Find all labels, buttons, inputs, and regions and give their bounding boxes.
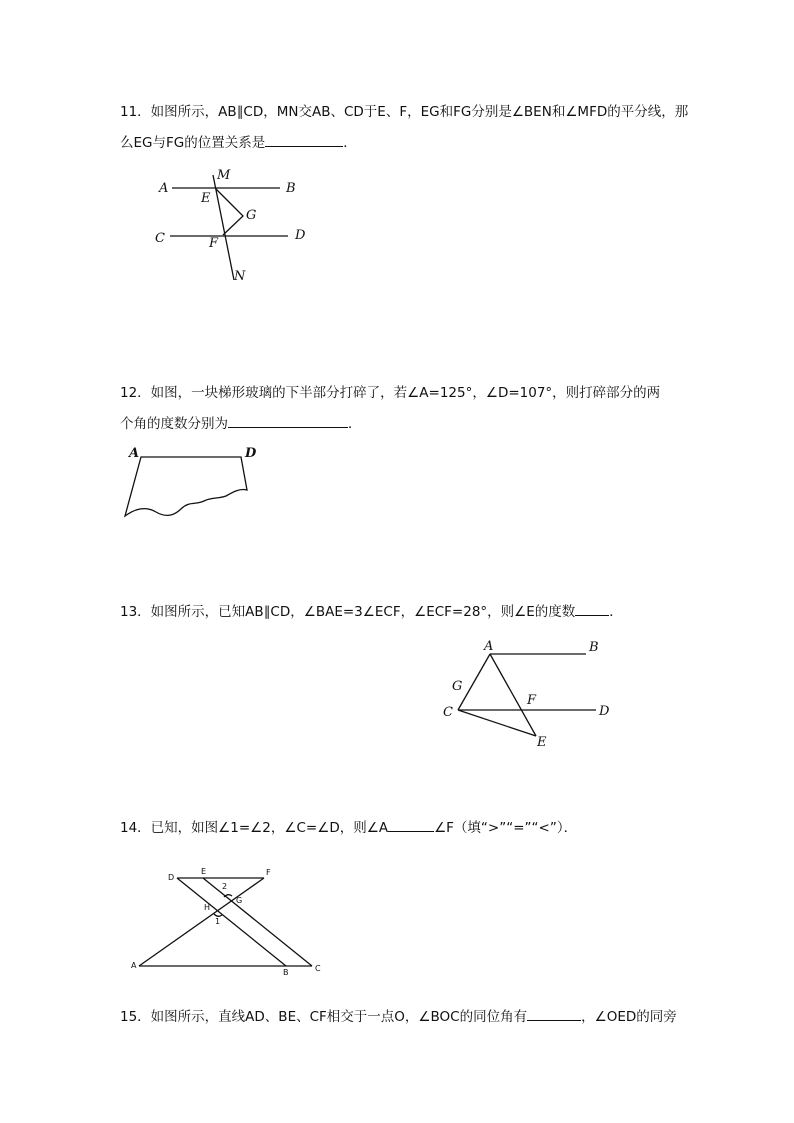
q12-answer-blank[interactable] <box>228 412 348 428</box>
q13-label-f: F <box>527 693 537 708</box>
q14-label-e: E <box>201 867 207 876</box>
q11-label-m: M <box>217 168 231 183</box>
q14-answer-blank[interactable] <box>388 816 434 832</box>
q13-answer-blank[interactable] <box>575 600 609 616</box>
q14-angle-2-arc <box>224 895 232 897</box>
q13-label-d: D <box>599 704 610 719</box>
q14-label-d: D <box>168 873 175 882</box>
q14-angle-1-arc <box>214 914 222 916</box>
q13-label-g: G <box>452 679 463 694</box>
q11-line2: 么EG与FG的位置关系是 <box>120 135 266 151</box>
q11-label-d: D <box>295 228 306 243</box>
q12-label-d: D <box>245 446 257 461</box>
q14-label-1: 1 <box>215 917 221 926</box>
q11-label-g: G <box>246 208 257 223</box>
q14-label-2: 2 <box>222 882 228 891</box>
q11-label-e: E <box>201 191 211 206</box>
q15-line1-a: 15．如图所示，直线AD、BE、CF相交于一点O，∠BOC的同位角有 <box>120 1009 528 1025</box>
q13-label-b: B <box>589 640 599 655</box>
q11-label-f: F <box>209 236 219 251</box>
q11-label-a: A <box>159 181 169 196</box>
q13-label-a: A <box>484 639 494 654</box>
q14-line1-a: 14．已知，如图∠1=∠2，∠C=∠D，则∠A <box>120 820 389 836</box>
q14-label-h: H <box>204 903 211 912</box>
question-15 <box>120 1002 700 1033</box>
q11-label-b: B <box>286 181 296 196</box>
q14-label-b: B <box>283 968 289 977</box>
q13-line1: 13．如图所示，已知AB∥CD，∠BAE=3∠ECF，∠ECF=28°，则∠E的度数 <box>120 604 576 620</box>
q11-label-c: C <box>155 231 165 246</box>
q14-line-fa <box>139 878 264 966</box>
q12-line1: 12．如图，一块梯形玻璃的下半部分打碎了，若∠A=125°，∠D=107°，则打碎部分的两 <box>120 385 661 401</box>
q11-figure <box>150 165 320 290</box>
q11-line1: 11．如图所示，AB∥CD，MN交AB、CD于E、F，EG和FG分别是∠BEN和∠MFD的平分线，那 <box>120 104 689 120</box>
q14-label-a: A <box>131 961 137 970</box>
q15-answer-blank[interactable] <box>527 1005 581 1021</box>
q12-broken-trapezoid <box>125 457 247 516</box>
q12-line2: 个角的度数分别为 <box>120 416 228 432</box>
q14-figure <box>126 864 331 979</box>
q12-label-a: A <box>129 446 140 461</box>
q13-period: ． <box>609 604 623 620</box>
q14-label-f: F <box>266 868 271 877</box>
q14-line-db <box>177 878 286 966</box>
q12-figure <box>118 440 258 525</box>
q14-line1-b: ∠F（填“>”“=”“<”）． <box>434 820 578 836</box>
q13-label-e: E <box>537 735 547 750</box>
question-12 <box>120 378 700 440</box>
question-11 <box>120 97 700 159</box>
q14-label-g: G <box>236 896 243 905</box>
q13-line-ac <box>458 654 490 710</box>
q11-label-n: N <box>234 269 246 284</box>
question-14 <box>120 813 700 844</box>
q11-period: ． <box>343 135 357 151</box>
q15-line1-b: ，∠OED的同旁 <box>581 1009 677 1025</box>
q13-label-c: C <box>443 705 453 720</box>
q12-period: ． <box>348 416 362 432</box>
q14-label-c: C <box>315 964 321 973</box>
q11-answer-blank[interactable] <box>265 131 343 147</box>
q13-figure <box>440 632 620 752</box>
question-13 <box>120 597 700 628</box>
